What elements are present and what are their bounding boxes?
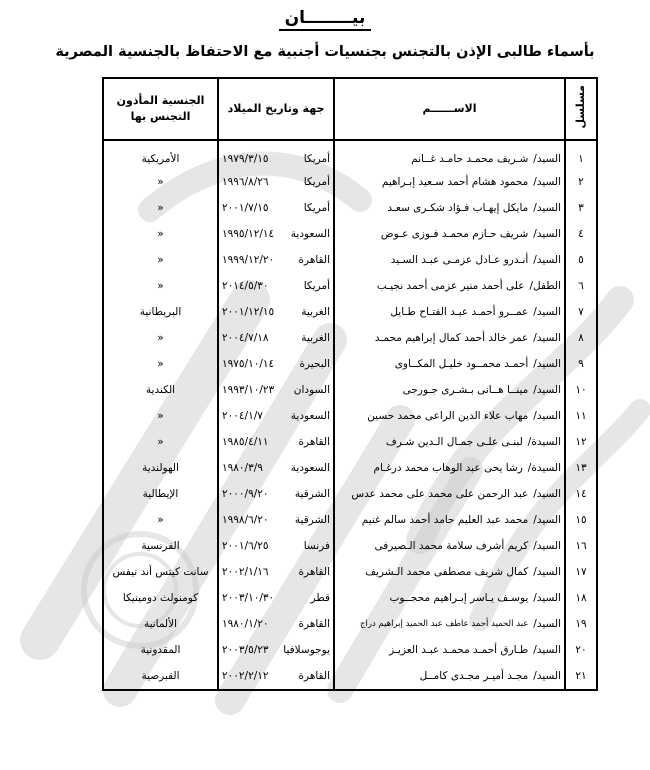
row-nationality: « <box>103 169 218 195</box>
document-subtitle: بأسماء طالبى الإذن بالتجنس بجنسيات أجنبية مع الاحتفاظ بالجنسية المصرية <box>55 44 595 60</box>
row-birth-wrap <box>222 228 330 240</box>
row-birth-date: ٢٠٠٤/٧/١٨ <box>222 332 269 344</box>
row-birth-cell <box>218 559 334 585</box>
row-name-cell <box>334 429 565 455</box>
row-name-cell <box>334 455 565 481</box>
row-nationality: كومنولث دومينيكا <box>103 585 218 611</box>
row-birth-cell <box>218 429 334 455</box>
table-row <box>103 377 597 403</box>
row-birth-place: السعودية <box>290 410 330 422</box>
row-serial: ١٢ <box>565 429 597 455</box>
table-row <box>103 351 597 377</box>
row-serial: ١٥ <box>565 507 597 533</box>
row-birth-cell <box>218 169 334 195</box>
header-serial-label: مسلسل <box>574 84 588 129</box>
header-nationality <box>103 78 218 140</box>
row-birth-date: ١٩٨٠/١/٢٠ <box>222 618 269 630</box>
row-birth-date: ٢٠٠٤/١/٧ <box>222 410 263 422</box>
row-birth-wrap <box>222 410 330 422</box>
row-name-cell <box>334 377 565 403</box>
row-birth-date: ٢٠٠٣/٥/٢٣ <box>222 644 269 656</box>
table-row <box>103 663 597 690</box>
table-row <box>103 533 597 559</box>
row-nationality: الألمانية <box>103 611 218 637</box>
row-birth-date: ٢٠٠١/٧/١٥ <box>222 202 269 214</box>
row-birth-wrap <box>222 436 330 448</box>
row-name: شـريف محمـد حامـد غــانم <box>411 153 529 165</box>
row-birth-cell <box>218 140 334 169</box>
row-serial: ١٩ <box>565 611 597 637</box>
row-birth-wrap <box>222 592 330 604</box>
row-name-cell <box>334 533 565 559</box>
row-name: عبد الرحمن على محمد على محمد عدس <box>351 488 529 500</box>
row-birth-place: القاهرة <box>298 670 330 682</box>
table-header-row <box>103 78 597 140</box>
row-birth-date: ١٩٩٥/١٢/١٤ <box>222 228 275 240</box>
row-name-wrap <box>338 280 561 292</box>
row-birth-place: الغربية <box>301 306 330 318</box>
row-name-cell <box>334 559 565 585</box>
row-nationality: الفرنسية <box>103 533 218 559</box>
row-birth-wrap <box>222 462 330 474</box>
row-serial: ٧ <box>565 299 597 325</box>
row-serial: ١٤ <box>565 481 597 507</box>
row-birth-date: ١٩٩٨/٦/٢٠ <box>222 514 269 526</box>
table-row <box>103 299 597 325</box>
row-name-cell <box>334 507 565 533</box>
row-serial: ٤ <box>565 221 597 247</box>
row-birth-date: ٢٠٠٣/١٠/٣٠ <box>222 592 275 604</box>
table-row <box>103 273 597 299</box>
row-birth-place: القاهرة <box>298 566 330 578</box>
row-nationality: « <box>103 325 218 351</box>
row-birth-wrap <box>222 254 330 266</box>
row-name: لبنـى علـى جمـال الـدين شـرف <box>385 436 523 448</box>
row-birth-date: ٢٠٠٢/١/١٦ <box>222 566 269 578</box>
row-birth-date: ٢٠٠٠/٩/٢٠ <box>222 488 269 500</box>
row-name-cell <box>334 273 565 299</box>
row-name-wrap <box>338 228 561 240</box>
row-honorific: السيد/ <box>533 202 561 214</box>
row-birth-cell <box>218 663 334 690</box>
row-birth-cell <box>218 247 334 273</box>
row-birth-wrap <box>222 566 330 578</box>
row-birth-wrap <box>222 153 330 165</box>
row-honorific: السيد/ <box>533 670 561 682</box>
row-serial: ٢٠ <box>565 637 597 663</box>
table-row <box>103 403 597 429</box>
row-birth-place: أمريكا <box>303 176 330 188</box>
row-name: طـارق أحمـد محمـد عبـد العزيـز <box>389 644 529 656</box>
row-name-wrap <box>338 566 561 578</box>
row-name: رشا يحى عبد الوهاب محمد درغـام <box>373 462 523 474</box>
row-name-wrap <box>338 358 561 370</box>
row-serial: ١٧ <box>565 559 597 585</box>
row-serial: ٣ <box>565 195 597 221</box>
table-row <box>103 221 597 247</box>
row-honorific: السيد/ <box>533 488 561 500</box>
row-nationality: الإيطالية <box>103 481 218 507</box>
row-honorific: السيد/ <box>533 592 561 604</box>
row-birth-cell <box>218 481 334 507</box>
row-birth-place: قطر <box>310 592 330 604</box>
row-birth-cell <box>218 533 334 559</box>
table-row <box>103 429 597 455</box>
row-birth-place: يوجوسلافيا <box>283 644 330 656</box>
row-birth-wrap <box>222 306 330 318</box>
row-birth-date: ١٩٨٠/٣/٩ <box>222 462 263 474</box>
row-name-cell <box>334 351 565 377</box>
row-birth-cell <box>218 455 334 481</box>
row-birth-cell <box>218 585 334 611</box>
row-birth-cell <box>218 221 334 247</box>
row-birth-wrap <box>222 670 330 682</box>
row-birth-wrap <box>222 514 330 526</box>
row-name-cell <box>334 140 565 169</box>
row-birth-date: ١٩٧٥/١٠/١٤ <box>222 358 275 370</box>
row-serial: ٩ <box>565 351 597 377</box>
header-name: الاســــــم <box>334 78 565 140</box>
row-birth-cell <box>218 611 334 637</box>
row-serial: ٥ <box>565 247 597 273</box>
table-row <box>103 611 597 637</box>
applicants-table <box>102 77 598 691</box>
row-birth-wrap <box>222 618 330 630</box>
row-name: أنـدرو عـادل عزمـى عبـد السـيد <box>390 254 529 266</box>
row-name-wrap <box>338 644 561 656</box>
table-row <box>103 481 597 507</box>
row-birth-place: السعودية <box>290 228 330 240</box>
row-name-cell <box>334 663 565 690</box>
row-name: أحمـد محمــود خليـل المكــاوى <box>394 358 529 370</box>
table-row <box>103 585 597 611</box>
row-birth-wrap <box>222 358 330 370</box>
row-birth-wrap <box>222 280 330 292</box>
row-birth-wrap <box>222 384 330 396</box>
document-title <box>0 8 650 28</box>
row-honorific: السيد/ <box>533 618 561 630</box>
row-birth-place: الشرقية <box>294 488 330 500</box>
row-serial: ٦ <box>565 273 597 299</box>
row-nationality: البريطانية <box>103 299 218 325</box>
row-nationality: « <box>103 507 218 533</box>
row-honorific: السيد/ <box>533 514 561 526</box>
row-serial: ٢١ <box>565 663 597 690</box>
row-birth-date: ٢٠٠١/١٢/١٥ <box>222 306 275 318</box>
row-birth-date: ٢٠٠١/٦/٢٥ <box>222 540 269 552</box>
row-name-cell <box>334 299 565 325</box>
row-name-cell <box>334 585 565 611</box>
row-birth-wrap <box>222 176 330 188</box>
row-name: شريف حـازم محمـد فـوزى عـوض <box>380 228 529 240</box>
row-birth-wrap <box>222 202 330 214</box>
table-row <box>103 140 597 169</box>
row-nationality: القبرصية <box>103 663 218 690</box>
row-name-wrap <box>338 153 561 165</box>
row-name-wrap <box>338 670 561 682</box>
table-row <box>103 195 597 221</box>
row-name: عمر خالد أحمد كمال إبراهيم محمـد <box>374 332 529 344</box>
row-name: مهاب علاء الدين الراعى محمد حسين <box>367 410 529 422</box>
row-honorific: السيد/ <box>533 644 561 656</box>
table-row <box>103 247 597 273</box>
row-birth-place: أمريكا <box>303 153 330 165</box>
row-name-wrap <box>338 202 561 214</box>
row-birth-place: الشرقية <box>294 514 330 526</box>
table-row <box>103 169 597 195</box>
row-birth-date: ١٩٩٩/١٢/٢٠ <box>222 254 275 266</box>
row-name: كمال شريف مصطفى محمد الـشريف <box>365 566 529 578</box>
row-nationality: « <box>103 351 218 377</box>
row-honorific: السيدة/ <box>527 462 561 474</box>
row-name-wrap <box>338 462 561 474</box>
row-birth-wrap <box>222 488 330 500</box>
row-name-wrap <box>338 332 561 344</box>
row-name-cell <box>334 195 565 221</box>
row-name: مينــا هــانى بـشـرى جـورجى <box>402 384 529 396</box>
row-name: عبد الحميد أحمد عاطف عبد الحميد إبراهيم دراج <box>359 619 529 629</box>
row-birth-cell <box>218 507 334 533</box>
row-birth-place: البحيرة <box>299 358 330 370</box>
row-birth-wrap <box>222 332 330 344</box>
row-name: على أحمد منير عزمى أحمد نجيـب <box>376 280 525 292</box>
row-nationality: المقدونية <box>103 637 218 663</box>
row-honorific: السيد/ <box>533 332 561 344</box>
row-honorific: السيد/ <box>533 410 561 422</box>
row-honorific: السيد/ <box>533 358 561 370</box>
row-nationality: « <box>103 273 218 299</box>
row-name: يوسـف يـاسر إبـراهيم محجــوب <box>389 592 529 604</box>
row-nationality: الهولندية <box>103 455 218 481</box>
row-honorific: السيد/ <box>533 384 561 396</box>
row-serial: ١ <box>565 140 597 169</box>
table-body <box>103 140 597 690</box>
row-name-cell <box>334 221 565 247</box>
row-nationality: « <box>103 429 218 455</box>
row-name: مجـد أميـر مجـدى كامــل <box>419 670 529 682</box>
row-birth-place: القاهرة <box>298 254 330 266</box>
row-name: محمود هشام أحمد سـعيد إبـراهيم <box>381 176 529 188</box>
row-name-wrap <box>338 514 561 526</box>
row-name: مايكل إيهـاب فـؤاد شكـرى سعـد <box>387 202 529 214</box>
row-birth-date: ١٩٧٩/٣/١٥ <box>222 153 269 165</box>
table-row <box>103 559 597 585</box>
row-name-wrap <box>338 254 561 266</box>
row-honorific: السيد/ <box>533 540 561 552</box>
row-birth-date: ١٩٩٦/٨/٢٦ <box>222 176 269 188</box>
row-serial: ١٦ <box>565 533 597 559</box>
row-birth-place: السودان <box>293 384 330 396</box>
row-nationality: « <box>103 403 218 429</box>
row-birth-cell <box>218 325 334 351</box>
header-nationality-line1: الجنسية المأذون <box>116 94 205 108</box>
row-nationality: « <box>103 195 218 221</box>
table-row <box>103 455 597 481</box>
row-nationality: « <box>103 221 218 247</box>
row-birth-place: القاهرة <box>298 436 330 448</box>
row-birth-place: الغربية <box>301 332 330 344</box>
row-birth-cell <box>218 299 334 325</box>
row-name-wrap <box>338 488 561 500</box>
row-name-cell <box>334 247 565 273</box>
row-name-cell <box>334 637 565 663</box>
row-name: محمد عبد العليم حامد أحمد سالم غنيم <box>361 514 529 526</box>
row-honorific: السيد/ <box>533 566 561 578</box>
row-serial: ٨ <box>565 325 597 351</box>
row-name-cell <box>334 169 565 195</box>
row-serial: ١٠ <box>565 377 597 403</box>
row-name-wrap <box>338 618 561 630</box>
row-serial: ١٨ <box>565 585 597 611</box>
row-name-cell <box>334 325 565 351</box>
row-nationality: « <box>103 247 218 273</box>
row-honorific: السيدة/ <box>527 436 561 448</box>
row-honorific: السيد/ <box>533 306 561 318</box>
row-birth-cell <box>218 637 334 663</box>
row-birth-place: فرنسا <box>303 540 330 552</box>
row-nationality: الأمريكية <box>103 140 218 169</box>
row-birth-place: القاهرة <box>298 618 330 630</box>
row-birth-cell <box>218 377 334 403</box>
row-birth-date: ٢٠١٤/٥/٣٠ <box>222 280 269 292</box>
row-name-wrap <box>338 306 561 318</box>
row-honorific: السيد/ <box>533 176 561 188</box>
row-nationality: الكندية <box>103 377 218 403</box>
row-name-cell <box>334 403 565 429</box>
row-birth-date: ٢٠٠٢/٢/١٢ <box>222 670 269 682</box>
row-name: عمــرو أحمـد عبـد الفتـاح طـايل <box>390 306 529 318</box>
row-birth-cell <box>218 195 334 221</box>
row-birth-wrap <box>222 540 330 552</box>
header-nationality-line2: التجنس بها <box>130 110 191 123</box>
row-birth-date: ١٩٩٣/١٠/٢٣ <box>222 384 275 396</box>
table-row <box>103 325 597 351</box>
row-name: كريم أشرف سلامة محمد الـصيرفى <box>374 540 529 552</box>
row-serial: ١١ <box>565 403 597 429</box>
row-name-wrap <box>338 384 561 396</box>
row-name-wrap <box>338 176 561 188</box>
header-serial <box>565 78 597 140</box>
row-name-cell <box>334 481 565 507</box>
row-name-wrap <box>338 540 561 552</box>
row-serial: ٢ <box>565 169 597 195</box>
row-birth-cell <box>218 273 334 299</box>
row-birth-place: أمريكا <box>303 202 330 214</box>
row-birth-wrap <box>222 644 330 656</box>
table-row <box>103 507 597 533</box>
row-honorific: السيد/ <box>533 254 561 266</box>
row-name-wrap <box>338 410 561 422</box>
row-birth-place: أمريكا <box>303 280 330 292</box>
row-honorific: الطفل/ <box>529 280 561 292</box>
row-name-wrap <box>338 592 561 604</box>
document-title-text: بيــــــــان <box>279 8 372 31</box>
row-serial: ١٣ <box>565 455 597 481</box>
table-row <box>103 637 597 663</box>
row-birth-cell <box>218 403 334 429</box>
row-nationality: سانت كيتس أند نيفس <box>103 559 218 585</box>
row-birth-date: ١٩٨٥/٤/١١ <box>222 436 269 448</box>
row-name-cell <box>334 611 565 637</box>
row-name-wrap <box>338 436 561 448</box>
row-birth-place: السعودية <box>290 462 330 474</box>
row-honorific: السيد/ <box>533 228 561 240</box>
row-honorific: السيد/ <box>533 153 561 165</box>
header-birth: جهة وتاريخ الميلاد <box>218 78 334 140</box>
row-birth-cell <box>218 351 334 377</box>
